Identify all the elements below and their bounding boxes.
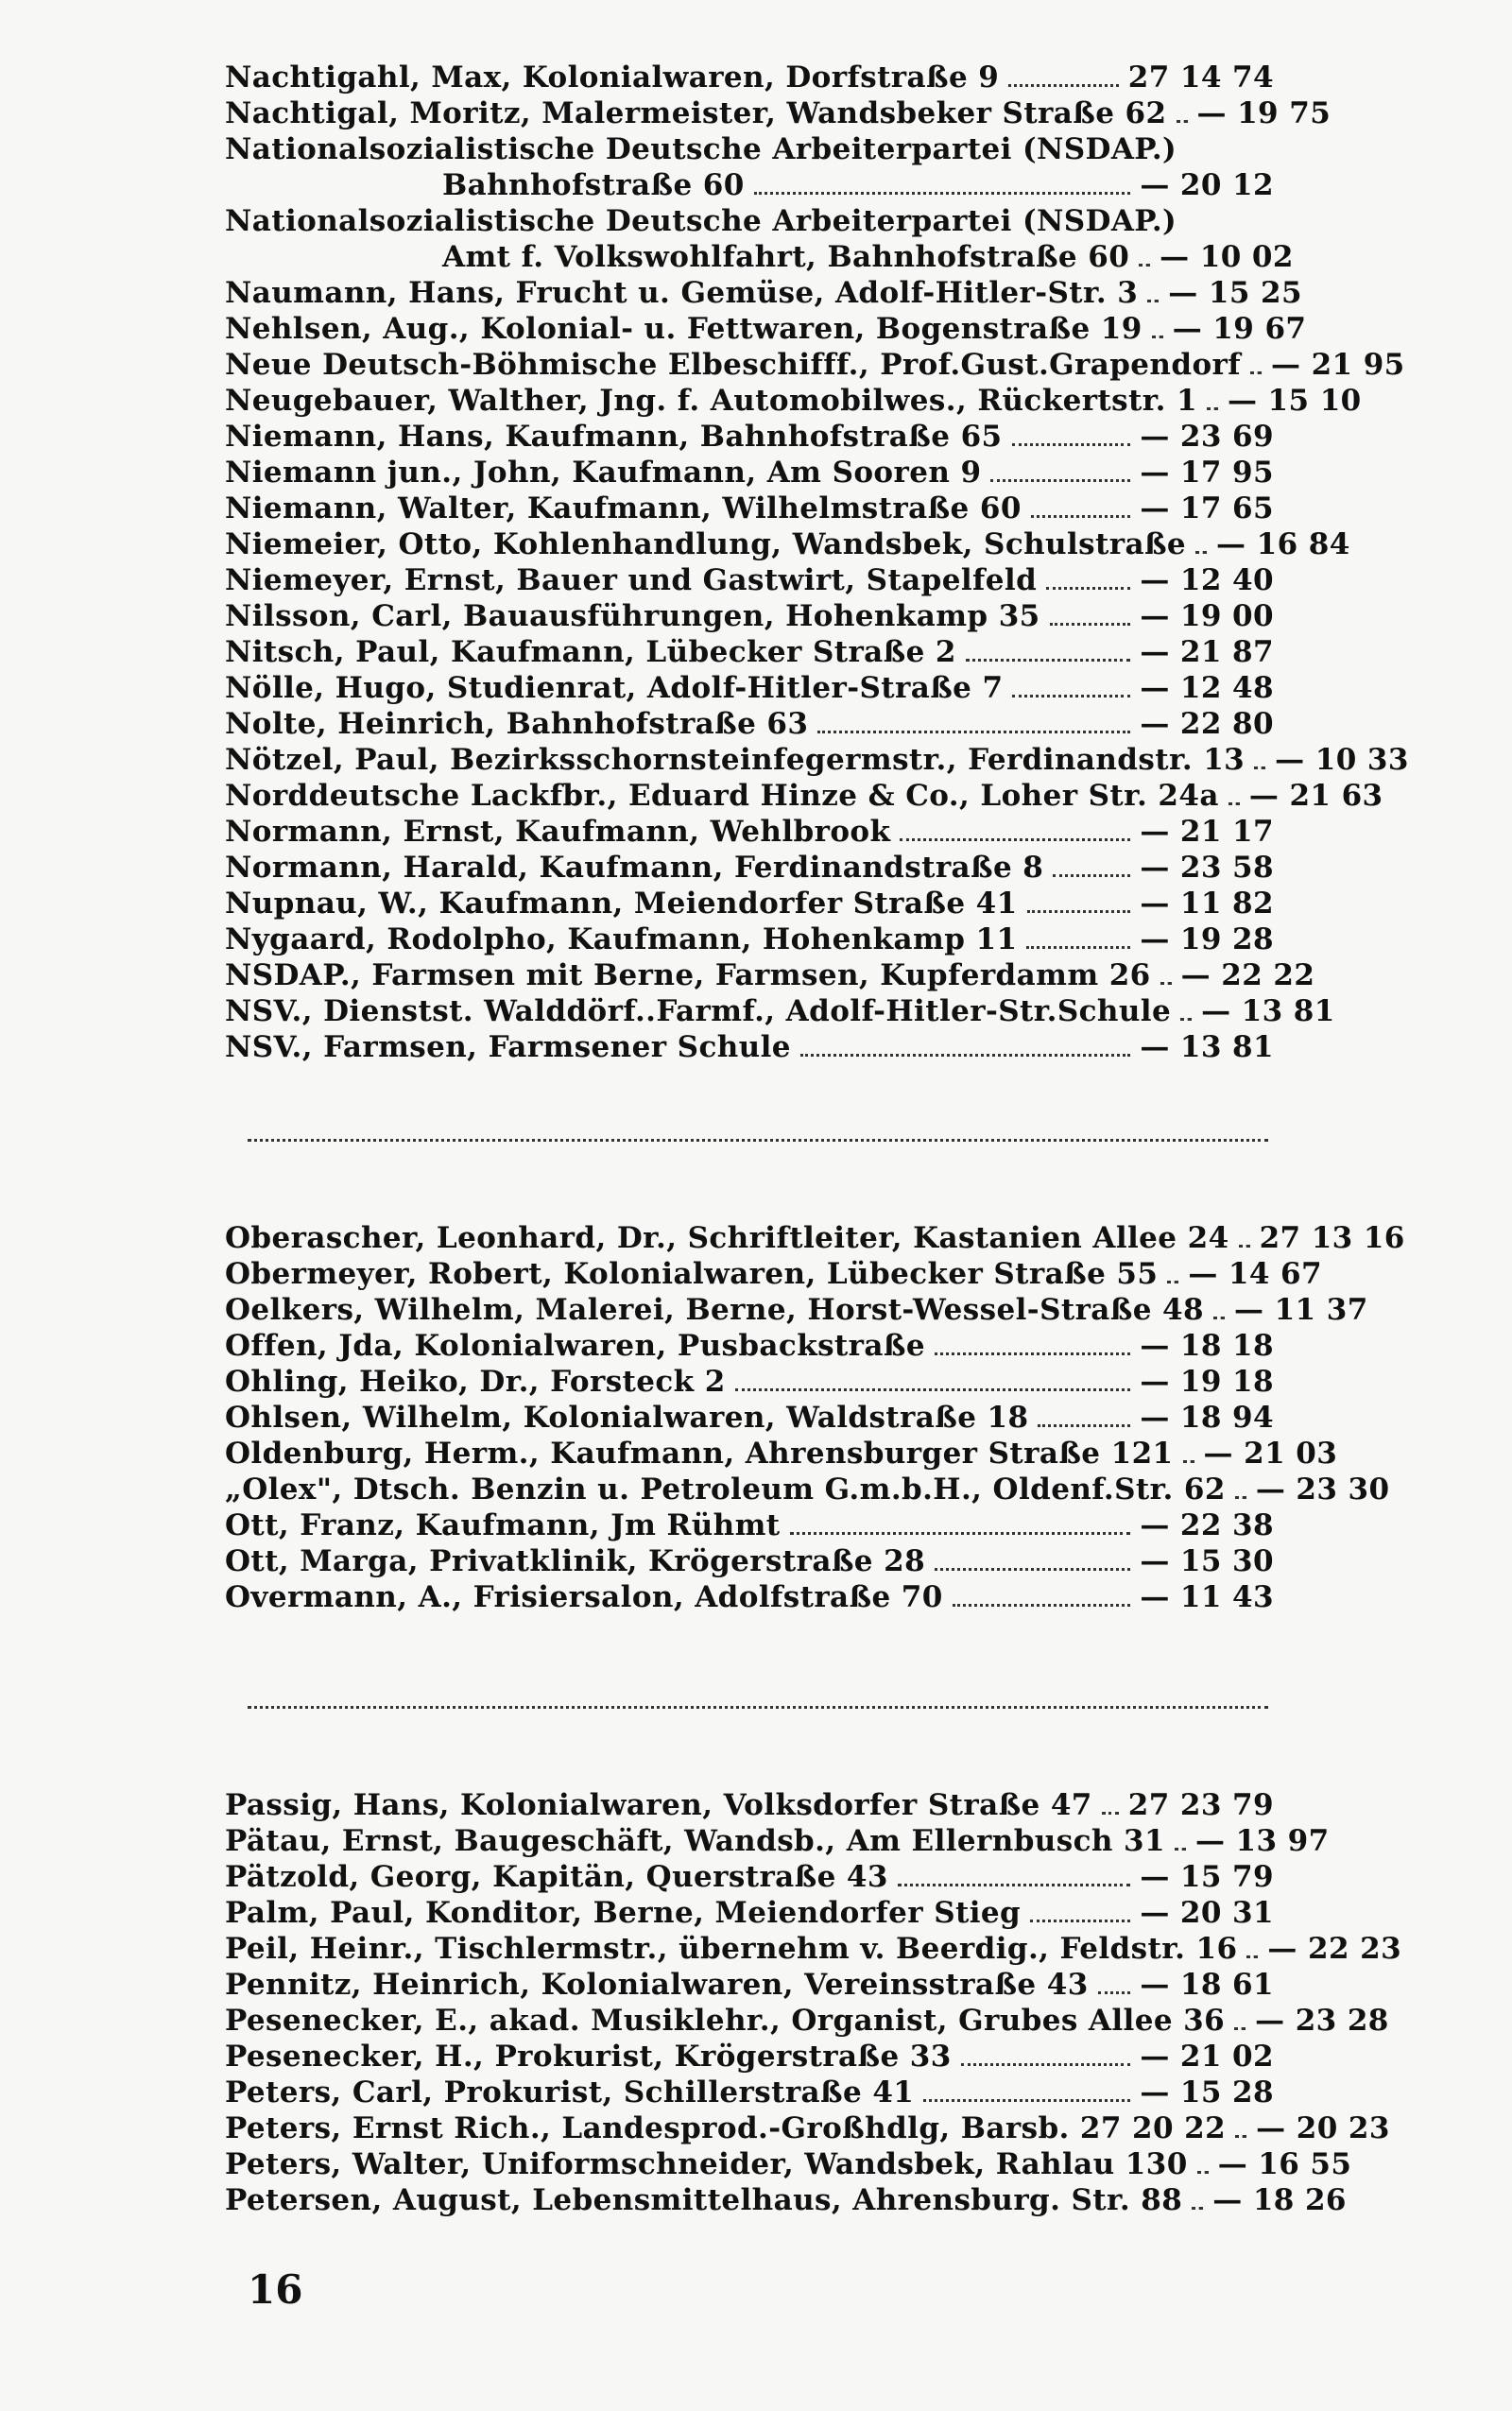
directory-entry: [225, 992, 1335, 1028]
directory-entry: [225, 274, 1302, 310]
entry-phone: — 22 23: [1267, 1932, 1402, 1966]
dot-leader: [1239, 1245, 1250, 1248]
dotted-separator: [248, 1706, 1268, 1709]
dot-leader: [1254, 766, 1265, 769]
dot-leader: [1235, 1496, 1246, 1499]
entry-text: Nachtigahl, Max, Kolonialwaren, Dorfstraße 9: [225, 60, 1000, 95]
entry-text: Ohling, Heiko, Dr., Forsteck 2: [225, 1365, 726, 1399]
entry-text: Nationalsozialistische Deutsche Arbeiterpartei (NSDAP.): [225, 132, 1177, 166]
dot-leader: [1046, 587, 1130, 590]
entry-text: Normann, Ernst, Kaufmann, Wehlbrook: [225, 815, 891, 849]
entry-phone: — 12 40: [1140, 563, 1274, 597]
directory-entry: [225, 669, 1274, 705]
directory-entry: [225, 202, 1274, 238]
directory-entry: [225, 597, 1274, 633]
entry-text: Niemann jun., John, Kaufmann, Am Sooren 9: [225, 456, 982, 490]
entry-text: Niemeyer, Ernst, Bauer und Gastwirt, Stapelfeld: [225, 563, 1038, 597]
directory-entry: [225, 1399, 1274, 1435]
entry-phone: — 13 81: [1140, 1030, 1274, 1064]
entry-phone: — 15 10: [1227, 384, 1362, 418]
directory-entry: [225, 130, 1274, 166]
entry-phone: — 20 12: [1140, 168, 1274, 202]
dot-leader: [990, 479, 1130, 482]
dot-leader: [1207, 407, 1218, 410]
dot-leader: [817, 731, 1130, 733]
dot-leader: [1026, 946, 1130, 949]
dot-leader: [961, 2063, 1131, 2066]
entry-text: Nölle, Hugo, Studienrat, Adolf-Hitler-Straße 7: [225, 671, 1004, 705]
directory-entry: [225, 525, 1350, 561]
directory-entry: [225, 956, 1315, 992]
dot-leader: [1139, 264, 1150, 267]
entry-text: Nupnau, W., Kaufmann, Meiendorfer Straße 41: [225, 887, 1018, 921]
dot-leader: [1228, 802, 1240, 805]
directory-entry: [225, 561, 1274, 597]
entry-text: Ohlsen, Wilhelm, Kolonialwaren, Waldstraße 18: [225, 1401, 1029, 1435]
entry-phone: — 21 87: [1140, 635, 1274, 669]
entry-phone: — 11 43: [1140, 1580, 1274, 1614]
entry-phone: 27 23 79: [1127, 1788, 1274, 1822]
entry-phone: — 21 95: [1270, 348, 1405, 382]
entry-phone: — 21 63: [1248, 779, 1383, 813]
entry-phone: — 19 00: [1140, 599, 1274, 633]
dot-leader: [1235, 2135, 1246, 2138]
entry-text: Oldenburg, Herm., Kaufmann, Ahrensburger Straße 121: [225, 1437, 1174, 1471]
directory-entry: [225, 1435, 1338, 1471]
dot-leader: [900, 838, 1130, 841]
directory-entry: [225, 2074, 1274, 2110]
entry-phone: — 23 58: [1140, 851, 1274, 885]
dot-leader: [1192, 2207, 1203, 2210]
directory-entry: [225, 166, 1274, 202]
entry-phone: — 22 22: [1180, 958, 1315, 992]
dot-leader: [790, 1532, 1131, 1535]
entry-phone: — 18 61: [1140, 1968, 1274, 2002]
directory-entry: [225, 2002, 1389, 2038]
dot-leader: [1246, 1955, 1258, 1958]
entry-phone: — 22 38: [1140, 1508, 1274, 1542]
dot-leader: [1195, 551, 1207, 554]
entry-phone: — 23 28: [1255, 2004, 1389, 2038]
entry-text: Ott, Marga, Privatklinik, Krögerstraße 28: [225, 1544, 926, 1578]
directory-entry: [225, 921, 1274, 956]
entry-text: Norddeutsche Lackfbr., Eduard Hinze & Co., Loher Str. 24a: [225, 779, 1219, 813]
entry-phone: — 16 55: [1217, 2147, 1352, 2181]
dot-leader: [1167, 1281, 1178, 1283]
entry-text: Bahnhofstraße 60: [442, 168, 745, 202]
dot-leader: [1102, 1812, 1119, 1815]
dot-leader: [1027, 910, 1131, 913]
entry-text: Pätau, Ernst, Baugeschäft, Wandsb., Am Ellernbusch 31: [225, 1824, 1165, 1858]
directory-entry: [225, 346, 1405, 382]
entry-phone: — 13 81: [1201, 994, 1335, 1028]
dot-leader: [754, 192, 1131, 195]
dot-leader: [966, 659, 1130, 662]
dot-leader: [735, 1388, 1131, 1391]
entry-text: Nachtigal, Moritz, Malermeister, Wandsbeker Straße 62: [225, 96, 1167, 130]
entry-text: Pennitz, Heinrich, Kolonialwaren, Vereinsstraße 43: [225, 1968, 1089, 2002]
entry-text: Overmann, A., Frisiersalon, Adolfstraße 70: [225, 1580, 943, 1614]
entry-text: Pesenecker, E., akad. Musiklehr., Organist, Grubes Allee 36: [225, 2004, 1226, 2038]
entry-text: Palm, Paul, Konditor, Berne, Meiendorfer Stieg: [225, 1896, 1022, 1930]
entry-phone: — 15 79: [1140, 1860, 1274, 1894]
dot-leader: [953, 1604, 1131, 1607]
directory-entry: [225, 1291, 1368, 1327]
entry-text: Normann, Harald, Kaufmann, Ferdinandstraße 8: [225, 851, 1044, 885]
entry-text: Peters, Ernst Rich., Landesprod.-Großhdlg, Barsb. 27 20 22: [225, 2111, 1227, 2145]
directory-entry: [225, 382, 1362, 418]
directory-entry: [225, 454, 1274, 490]
dot-leader: [1250, 371, 1262, 374]
directory-entry: [225, 2145, 1352, 2181]
dot-leader: [1152, 336, 1163, 338]
entry-phone: — 22 80: [1140, 707, 1274, 741]
directory-entry: [225, 1966, 1274, 2002]
dot-leader: [1180, 1018, 1192, 1021]
directory-entry: [225, 1786, 1274, 1822]
entry-phone: — 15 30: [1140, 1544, 1274, 1578]
entry-text: Niemann, Hans, Kaufmann, Bahnhofstraße 65: [225, 420, 1003, 454]
dot-leader: [1183, 1460, 1194, 1463]
entry-text: Nationalsozialistische Deutsche Arbeiterpartei (NSDAP.): [225, 204, 1177, 238]
directory-entry: [225, 813, 1274, 849]
directory-entry: [225, 1219, 1405, 1255]
dot-leader: [1213, 1317, 1225, 1319]
entry-text: Niemann, Walter, Kaufmann, Wilhelmstraße 60: [225, 491, 1022, 525]
entry-text: Offen, Jda, Kolonialwaren, Pusbackstraße: [225, 1329, 925, 1363]
dot-leader: [1234, 2027, 1246, 2030]
directory-entry: [225, 1507, 1274, 1542]
entry-text: NSV., Farmsen, Farmsener Schule: [225, 1030, 791, 1064]
entry-text: Passig, Hans, Kolonialwaren, Volksdorfer Straße 47: [225, 1788, 1092, 1822]
directory-entry: [225, 490, 1274, 525]
dot-leader: [1031, 515, 1131, 518]
entry-text: Oberascher, Leonhard, Dr., Schriftleiter, Kastanien Allee 24: [225, 1221, 1229, 1255]
entry-phone: — 19 28: [1140, 922, 1274, 956]
directory-entry: [225, 741, 1409, 777]
entry-phone: — 10 33: [1275, 743, 1409, 777]
entry-phone: 27 14 74: [1127, 60, 1274, 95]
directory-entry: [225, 1930, 1402, 1966]
entry-text: Nötzel, Paul, Bezirksschornsteinfegermstr., Ferdinandstr. 13: [225, 743, 1246, 777]
entry-text: Neue Deutsch-Böhmische Elbeschifff., Prof.Gust.Grapendorf: [225, 348, 1241, 382]
entry-text: NSDAP., Farmsen mit Berne, Farmsen, Kupferdamm 26: [225, 958, 1151, 992]
entry-phone: — 11 82: [1140, 887, 1274, 921]
dot-leader: [1008, 84, 1119, 87]
entry-phone: — 14 67: [1188, 1257, 1322, 1291]
section-n-entries: [225, 59, 1409, 1064]
directory-entry: [225, 1327, 1274, 1363]
entry-phone: — 17 65: [1140, 491, 1274, 525]
dot-leader: [1012, 695, 1130, 697]
dot-leader: [1197, 2171, 1209, 2174]
dot-leader: [923, 2099, 1130, 2102]
entry-text: Peters, Carl, Prokurist, Schillerstraße 41: [225, 2075, 915, 2110]
entry-phone: — 21 03: [1203, 1437, 1338, 1471]
directory-entry: [225, 418, 1274, 454]
entry-text: Ott, Franz, Kaufmann, Jm Rühmt: [225, 1508, 781, 1542]
entry-text: Obermeyer, Robert, Kolonialwaren, Lübecker Straße 55: [225, 1257, 1159, 1291]
directory-entry: [225, 1028, 1274, 1064]
dot-leader: [1175, 1848, 1186, 1851]
entry-phone: — 21 02: [1140, 2040, 1274, 2074]
page-number: 16: [248, 2266, 303, 2313]
entry-phone: — 11 37: [1234, 1293, 1368, 1327]
entry-phone: — 20 31: [1140, 1896, 1274, 1930]
entry-phone: — 23 30: [1255, 1472, 1390, 1507]
entry-phone: — 19 75: [1196, 96, 1332, 130]
directory-entry: [225, 705, 1274, 741]
entry-text: Niemeier, Otto, Kohlenhandlung, Wandsbek, Schulstraße: [225, 527, 1187, 561]
entry-text: Nygaard, Rodolpho, Kaufmann, Hohenkamp 11: [225, 922, 1018, 956]
entry-text: Nolte, Heinrich, Bahnhofstraße 63: [225, 707, 809, 741]
entry-phone: 27 13 16: [1259, 1221, 1405, 1255]
directory-entry: [225, 310, 1307, 346]
directory-entry: [225, 59, 1274, 95]
dotted-separator: [248, 1139, 1268, 1142]
directory-entry: [225, 1894, 1274, 1930]
entry-text: Pätzold, Georg, Kapitän, Querstraße 43: [225, 1860, 888, 1894]
entry-text: Amt f. Volkswohlfahrt, Bahnhofstraße 60: [442, 240, 1130, 274]
entry-text: „Olex", Dtsch. Benzin u. Petroleum G.m.b.H., Oldenf.Str. 62: [225, 1472, 1226, 1507]
entry-phone: — 18 26: [1212, 2183, 1347, 2217]
entry-phone: — 15 25: [1168, 276, 1302, 310]
entry-phone: — 17 95: [1140, 456, 1274, 490]
entry-phone: — 20 23: [1256, 2111, 1390, 2145]
entry-phone: — 12 48: [1140, 671, 1274, 705]
entry-text: Nilsson, Carl, Bauausführungen, Hohenkamp 35: [225, 599, 1040, 633]
dot-leader: [1147, 300, 1159, 302]
dot-leader: [1050, 623, 1131, 626]
directory-entry: [225, 777, 1383, 813]
directory-entry: [225, 633, 1274, 669]
directory-entry: [225, 238, 1294, 274]
entry-phone: — 15 28: [1140, 2075, 1274, 2110]
entry-text: Naumann, Hans, Frucht u. Gemüse, Adolf-Hitler-Str. 3: [225, 276, 1139, 310]
entry-phone: — 18 94: [1140, 1401, 1274, 1435]
entry-phone: — 21 17: [1140, 815, 1274, 849]
entry-phone: — 18 18: [1140, 1329, 1274, 1363]
entry-phone: — 10 02: [1160, 240, 1294, 274]
dot-leader: [1038, 1424, 1130, 1427]
entry-text: Nitsch, Paul, Kaufmann, Lübecker Straße 2: [225, 635, 956, 669]
dot-leader: [1098, 1991, 1131, 1994]
dot-leader: [935, 1352, 1130, 1355]
entry-text: Peters, Walter, Uniformschneider, Wandsbek, Rahlau 130: [225, 2147, 1188, 2181]
section-o-entries: [225, 1219, 1405, 1614]
dot-leader: [935, 1568, 1130, 1571]
dot-leader: [1053, 874, 1130, 877]
entry-phone: — 19 67: [1172, 312, 1307, 346]
entry-phone: — 16 84: [1216, 527, 1350, 561]
directory-entry: [225, 1542, 1274, 1578]
directory-entry: [225, 2181, 1347, 2217]
section-p-entries: [225, 1786, 1402, 2217]
directory-entry: [225, 1858, 1274, 1894]
entry-phone: — 23 69: [1140, 420, 1274, 454]
entry-text: Peil, Heinr., Tischlermstr., übernehm v. Beerdig., Feldstr. 16: [225, 1932, 1238, 1966]
dot-leader: [1177, 120, 1188, 123]
entry-text: Oelkers, Wilhelm, Malerei, Berne, Horst-Wessel-Straße 48: [225, 1293, 1204, 1327]
entry-text: Neugebauer, Walther, Jng. f. Automobilwes., Rückertstr. 1: [225, 384, 1197, 418]
dot-leader: [800, 1054, 1130, 1057]
dot-leader: [1012, 443, 1131, 446]
entry-text: Pesenecker, H., Prokurist, Krögerstraße 33: [225, 2040, 952, 2074]
directory-entry: [225, 885, 1274, 921]
entry-text: Petersen, August, Lebensmittelhaus, Ahrensburg. Str. 88: [225, 2183, 1183, 2217]
entry-phone: — 13 97: [1194, 1824, 1330, 1858]
dot-leader: [898, 1884, 1130, 1886]
directory-entry: [225, 2110, 1390, 2145]
dot-leader: [1160, 982, 1172, 985]
directory-entry: [225, 1363, 1274, 1399]
entry-text: Nehlsen, Aug., Kolonial- u. Fettwaren, Bogenstraße 19: [225, 312, 1143, 346]
directory-entry: [225, 1471, 1390, 1507]
directory-entry: [225, 1822, 1330, 1858]
directory-entry: [225, 849, 1274, 885]
directory-entry: [225, 1578, 1274, 1614]
entry-text: NSV., Dienstst. Walddörf..Farmf., Adolf-Hitler-Str.Schule: [225, 994, 1172, 1028]
entry-phone: — 19 18: [1140, 1365, 1274, 1399]
directory-entry: [225, 1255, 1322, 1291]
directory-entry: [225, 95, 1332, 130]
dot-leader: [1030, 1920, 1130, 1922]
directory-entry: [225, 2038, 1274, 2074]
